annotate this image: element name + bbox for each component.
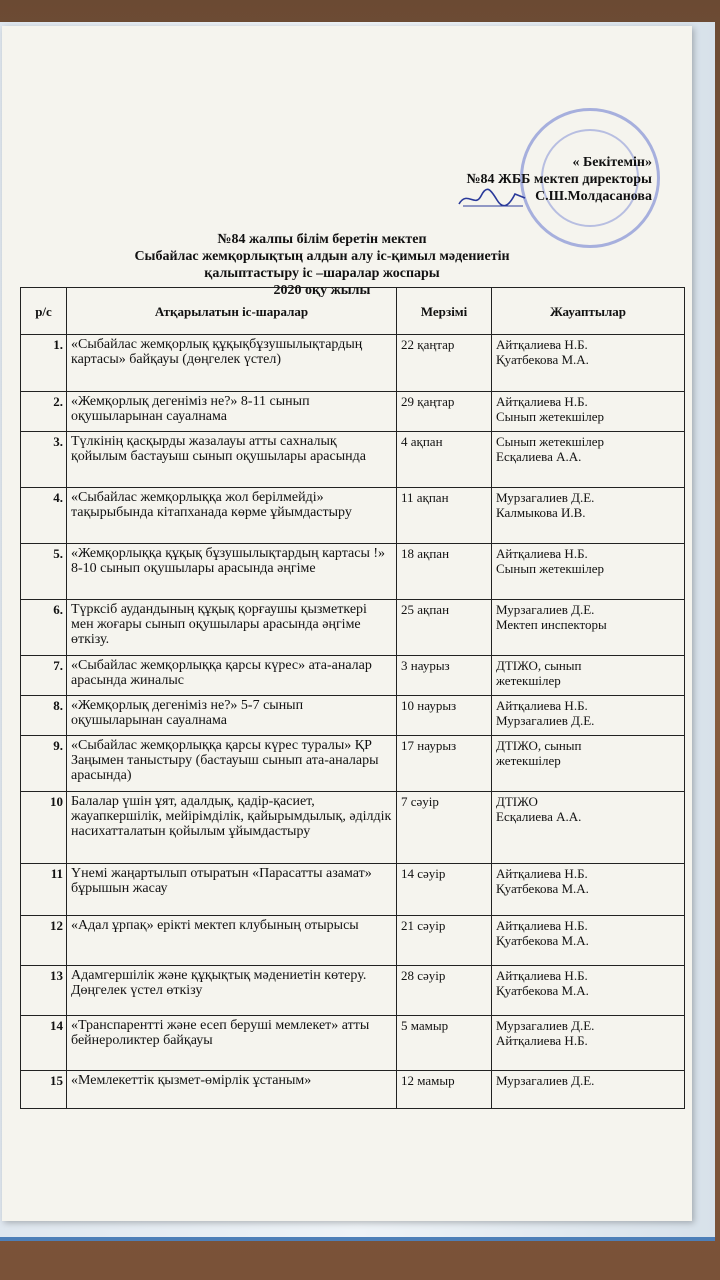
responsible-person: Қуатбекова М.А. [496,983,589,998]
row-activity: Түлкінің қасқырды жазалауы атты сахналық қойылым бастауыш сынып оқушылары арасында [67,432,397,488]
row-date: 17 наурыз [397,736,492,792]
row-date: 7 сәуір [397,792,492,864]
responsible-person: ДТІЖО, сынып [496,738,582,753]
row-activity: «Жемқорлық дегеніміз не?» 5-7 сынып оқушыларынан сауалнама [67,696,397,736]
row-date: 29 қаңтар [397,392,492,432]
row-date: 28 сәуір [397,966,492,1016]
row-number: 3. [21,432,67,488]
row-activity: Адамгершілік және құқықтық мәдениетін көтеру. Дөңгелек үстел өткізу [67,966,397,1016]
row-responsible [492,432,685,488]
row-date: 22 қаңтар [397,335,492,392]
table-row [21,392,685,432]
row-activity: «Жемқорлық дегеніміз не?» 8-11 сынып оқушыларынан сауалнама [67,392,397,432]
table-row [21,335,685,392]
row-number: 11 [21,864,67,916]
responsible-person: Қуатбекова М.А. [496,881,589,896]
table-row [21,916,685,966]
table-row [21,600,685,656]
approval-position: №84 ЖББ мектеп директоры [466,172,652,187]
responsible-person: Қуатбекова М.А. [496,352,589,367]
title-school: №84 жалпы білім беретін мектеп [217,232,427,247]
row-number: 9. [21,736,67,792]
responsible-person: Мурзагалиев Д.Е. [496,1018,595,1033]
row-date: 11 ақпан [397,488,492,544]
responsible-person: Мурзагалиев Д.Е. [496,713,595,728]
row-responsible [492,335,685,392]
responsible-person: Мурзагалиев Д.Е. [496,490,595,505]
table-row [21,1071,685,1109]
row-date: 14 сәуір [397,864,492,916]
table-row [21,864,685,916]
table-row [21,656,685,696]
responsible-person: Мектеп инспекторы [496,617,607,632]
row-number: 6. [21,600,67,656]
row-responsible [492,916,685,966]
row-number: 2. [21,392,67,432]
header-date: Мерзімі [397,288,492,335]
row-responsible [492,792,685,864]
approval-heading: « Бекітемін» [572,155,652,170]
responsible-person: Айтқалиева Н.Б. [496,337,588,352]
activities-table [20,287,685,1109]
header-number: р/с [21,288,67,335]
row-number: 14 [21,1016,67,1071]
row-responsible [492,392,685,432]
responsible-person: Айтқалиева Н.Б. [496,546,588,561]
responsible-person: ДТІЖО, сынып [496,658,582,673]
row-responsible [492,966,685,1016]
row-date: 21 сәуір [397,916,492,966]
row-activity: «Транспарентті және есеп беруші мемлекет» атты бейнероликтер байқауы [67,1016,397,1071]
row-activity: «Сыбайлас жемқорлыққа қарсы күрес туралы» ҚР Заңымен таныстыру (бастауыш сынып ата-аналары арасында) [67,736,397,792]
row-date: 10 наурыз [397,696,492,736]
table-row [21,792,685,864]
row-activity: «Мемлекеттік қызмет-өмірлік ұстаным» [67,1071,397,1109]
responsible-person: Мурзагалиев Д.Е. [496,1073,595,1088]
row-number: 10 [21,792,67,864]
responsible-person: Калмыкова И.В. [496,505,586,520]
row-number: 1. [21,335,67,392]
responsible-person: Сынып жетекшілер [496,434,605,449]
row-responsible [492,1016,685,1071]
row-number: 7. [21,656,67,696]
row-responsible [492,736,685,792]
table-row [21,544,685,600]
table-row [21,696,685,736]
row-responsible [492,656,685,696]
responsible-person: Қуатбекова М.А. [496,933,589,948]
row-responsible [492,544,685,600]
responsible-person: Есқалиева А.А. [496,809,582,824]
responsible-person: Есқалиева А.А. [496,449,582,464]
responsible-person: Айтқалиева Н.Б. [496,866,588,881]
row-number: 13 [21,966,67,1016]
row-activity: «Сыбайлас жемқорлық құқықбұзушылықтардың картасы» байқауы (дөңгелек үстел) [67,335,397,392]
title-plan: қалыптастыру іс –шаралар жоспары [204,266,440,281]
title-year: 2020 оқу жылы [273,283,371,298]
row-activity: Үнемі жаңартылып отыратын «Парасатты азамат» бұрышын жасау [67,864,397,916]
row-number: 4. [21,488,67,544]
responsible-person: Айтқалиева Н.Б. [496,918,588,933]
title-subject: Сыбайлас жемқорлықтың алдын алу іс-қимыл мәдениетін [134,249,510,264]
row-responsible [492,696,685,736]
table-row [21,432,685,488]
table-row [21,488,685,544]
responsible-person: Айтқалиева Н.Б. [496,394,588,409]
responsible-person: Сынып жетекшілер [496,409,605,424]
row-date: 18 ақпан [397,544,492,600]
table-header-row [21,288,685,335]
responsible-person: Мурзагалиев Д.Е. [496,602,595,617]
header-activity: Атқарылатын іс-шаралар [67,288,397,335]
responsible-person: жетекшілер [496,673,561,688]
row-responsible [492,488,685,544]
row-activity: «Жемқорлыққа құқық бұзушылықтардың картасы !» 8-10 сынып оқушылары арасында әңгіме [67,544,397,600]
approval-block [466,154,652,205]
row-date: 12 мамыр [397,1071,492,1109]
table-row [21,966,685,1016]
row-date: 4 ақпан [397,432,492,488]
row-activity: Балалар үшін ұят, адалдық, қадір-қасиет, жауапкершілік, мейірімділік, қайырымдылық, әділдік насихатталатын қойылым ұйымдастыру [67,792,397,864]
row-responsible [492,600,685,656]
row-responsible [492,1071,685,1109]
row-activity: «Адал ұрпақ» еріктi мектеп клубының отырысы [67,916,397,966]
table-row [21,1016,685,1071]
responsible-person: жетекшілер [496,753,561,768]
row-date: 25 ақпан [397,600,492,656]
row-number: 15 [21,1071,67,1109]
row-number: 12 [21,916,67,966]
row-number: 8. [21,696,67,736]
row-activity: «Сыбайлас жемқорлыққа жол берілмейді» тақырыбында кітапханада көрме ұйымдастыру [67,488,397,544]
responsible-person: Айтқалиева Н.Б. [496,1033,588,1048]
row-number: 5. [21,544,67,600]
row-date: 5 мамыр [397,1016,492,1071]
header-responsible: Жауаптылар [492,288,685,335]
responsible-person: ДТІЖО [496,794,538,809]
row-activity: Түрксіб аудандының құқық қорғаушы қызметкері мен жоғары сынып оқушылары арасында әңгіме өткізу. [67,600,397,656]
row-date: 3 наурыз [397,656,492,696]
responsible-person: Сынып жетекшілер [496,561,605,576]
responsible-person: Айтқалиева Н.Б. [496,968,588,983]
row-responsible [492,864,685,916]
responsible-person: Айтқалиева Н.Б. [496,698,588,713]
row-activity: «Сыбайлас жемқорлыққа қарсы күрес» ата-аналар арасында жиналыс [67,656,397,696]
table-row [21,736,685,792]
approval-director-name: С.Ш.Молдасанова [535,189,652,204]
